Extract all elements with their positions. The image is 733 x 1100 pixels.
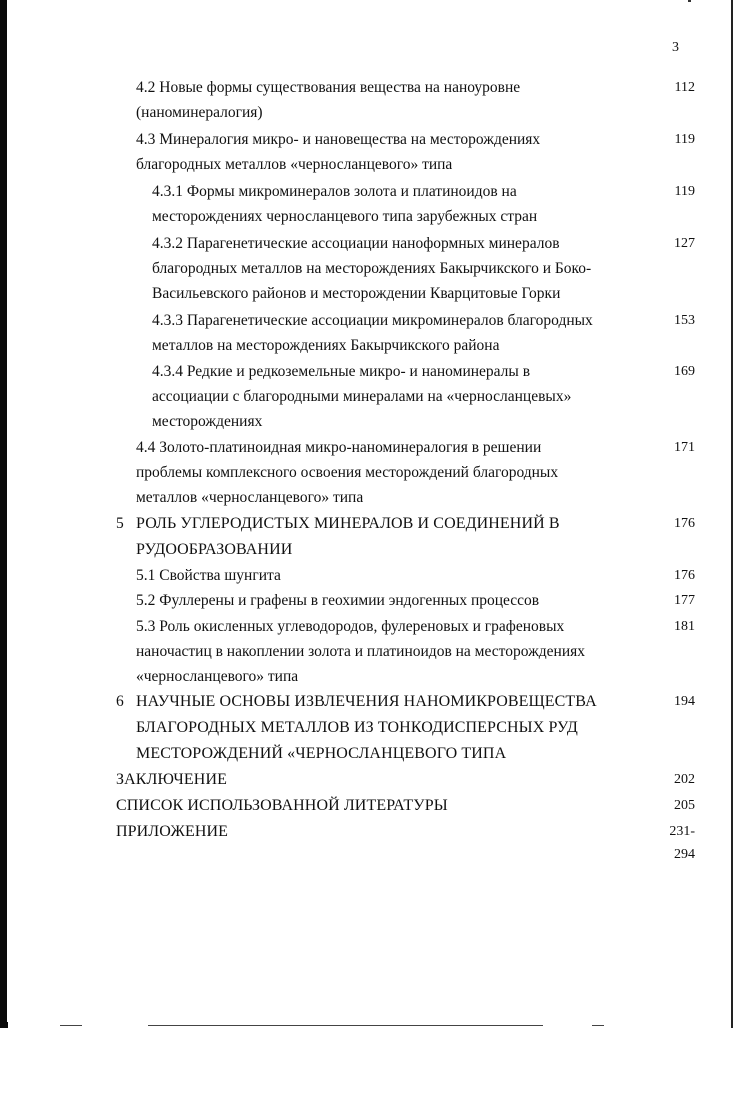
toc-entry-4-2-line1: 4.2 Новые формы существования вещества на наноуровне	[136, 79, 521, 96]
toc-entry-4-3-3-line2: металлов на месторождениях Бакырчикского района	[152, 337, 500, 354]
toc-page-4-3-4: 169	[674, 364, 695, 379]
toc-appendix: ПРИЛОЖЕНИЕ	[116, 823, 229, 840]
footer-rule-segment	[592, 1025, 604, 1026]
toc-page-4-4: 171	[674, 440, 695, 455]
chapter-5-title-line2: РУДООБРАЗОВАНИИ	[136, 541, 293, 558]
toc-references: СПИСОК ИСПОЛЬЗОВАННОЙ ЛИТЕРАТУРЫ	[116, 797, 448, 814]
toc-entry-4-3-2-line1: 4.3.2 Парагенетические ассоциации наноформных минералов	[152, 235, 560, 252]
toc-page-4-3: 119	[674, 132, 695, 147]
toc-entry-4-3-2-line3: Васильевского районов и месторождении Кварцитовые Горки	[152, 285, 561, 302]
toc-entry-5-2: 5.2 Фуллерены и графены в геохимии эндогенных процессов	[136, 592, 540, 609]
toc-page-chapter-6: 194	[674, 694, 695, 709]
scan-artifact	[688, 0, 691, 2]
toc-entry-4-3-2-line2: благородных металлов на месторождениях Бакырчикского и Боко-	[152, 260, 592, 277]
toc-page-appendix-end: 294	[674, 847, 695, 862]
chapter-6-title-line1: НАУЧНЫЕ ОСНОВЫ ИЗВЛЕЧЕНИЯ НАНОМИКРОВЕЩЕСТВА	[136, 693, 597, 710]
toc-entry-5-1: 5.1 Свойства шунгита	[136, 567, 281, 584]
toc-entry-4-3-1-line2: месторождениях черносланцевого типа зарубежных стран	[152, 208, 538, 225]
chapter-5-number: 5	[116, 515, 124, 532]
toc-entry-5-3-line1: 5.3 Роль окисленных углеводородов, фулереновых и графеновых	[136, 618, 565, 635]
toc-page-4-3-1: 119	[674, 184, 695, 199]
toc-conclusion: ЗАКЛЮЧЕНИЕ	[116, 771, 227, 788]
toc-page-appendix: 231-	[669, 824, 695, 839]
toc-page-conclusion: 202	[674, 772, 695, 787]
toc-entry-4-4-line3: металлов «черносланцевого» типа	[136, 489, 364, 506]
toc-page-5-3: 181	[674, 619, 695, 634]
toc-entry-4-4-line1: 4.4 Золото-платиноидная микро-наноминералогия в решении	[136, 439, 542, 456]
toc-entry-4-3-1-line1: 4.3.1 Формы микроминералов золота и платиноидов на	[152, 183, 517, 200]
toc-entry-5-3-line2: наночастиц в накоплении золота и платиноидов на месторождениях	[136, 643, 586, 660]
scan-edge-corner	[0, 1022, 8, 1028]
toc-entry-4-3-3-line1: 4.3.3 Парагенетические ассоциации микроминералов благородных	[152, 312, 593, 329]
toc-entry-4-3-line2: благородных металлов «черносланцевого» типа	[136, 156, 453, 173]
toc-entry-4-4-line2: проблемы комплексного освоения месторождений благородных	[136, 464, 559, 481]
toc-entry-4-3-4-line3: месторождениях	[152, 413, 263, 430]
toc-page-4-3-3: 153	[674, 313, 695, 328]
toc-page-5-1: 176	[674, 568, 695, 583]
chapter-6-title-line3: МЕСТОРОЖДЕНИЙ «ЧЕРНОСЛАНЦЕВОГО ТИПА	[136, 745, 507, 762]
toc-page-chapter-5: 176	[674, 516, 695, 531]
page-number: 3	[672, 40, 679, 55]
chapter-6-number: 6	[116, 693, 124, 710]
toc-entry-4-3-4-line1: 4.3.4 Редкие и редкоземельные микро- и наноминералы в	[152, 363, 531, 380]
footer-rule-segment	[60, 1025, 82, 1026]
chapter-6-title-line2: БЛАГОРОДНЫХ МЕТАЛЛОВ ИЗ ТОНКОДИСПЕРСНЫХ РУД	[136, 719, 578, 736]
toc-page-references: 205	[674, 798, 695, 813]
toc-entry-5-3-line3: «черносланцевого» типа	[136, 668, 299, 685]
scan-edge-left	[0, 0, 7, 1028]
toc-page-5-2: 177	[674, 593, 695, 608]
chapter-5-title-line1: РОЛЬ УГЛЕРОДИСТЫХ МИНЕРАЛОВ И СОЕДИНЕНИЙ В	[136, 515, 560, 532]
toc-entry-4-3-line1: 4.3 Минералогия микро- и нановещества на месторождениях	[136, 131, 541, 148]
toc-page-4-3-2: 127	[674, 236, 695, 251]
toc-page-4-2: 112	[674, 80, 695, 95]
toc-entry-4-2-line2: (наноминералогия)	[136, 104, 263, 121]
footer-rule	[148, 1025, 543, 1026]
toc-entry-4-3-4-line2: ассоциации с благородными минералами на «черносланцевых»	[152, 388, 572, 405]
